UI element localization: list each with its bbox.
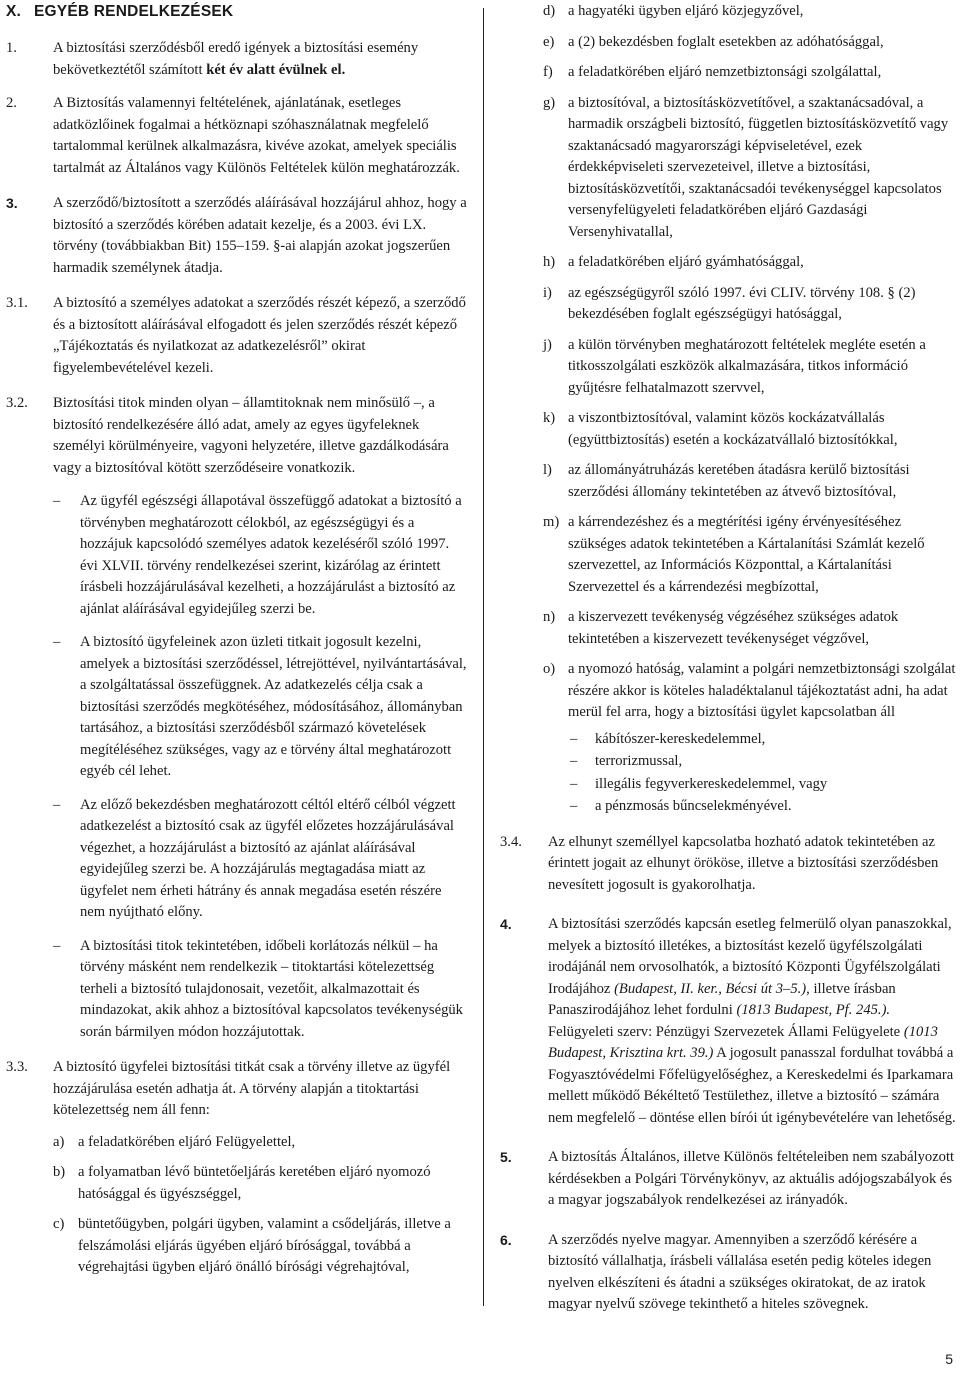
paragraph-text: Felügyeleti szerv: Pénzügyi Szervezetek Állami Felügyelete [548, 1023, 901, 1040]
list-item-letter: g) [543, 94, 556, 111]
paragraph-text: A biztosító ügyfelei biztosítási titkát csak a törvény illetve az ügyfél hozzájárulása esetén adhatja át. A törvény alapján a titoktartási kötelezettség nem áll fenn: [53, 1059, 451, 1118]
sub-list-item-text: illegális fegyverkereskedelemmel, vagy [595, 775, 828, 792]
list-item-text: a folyamatban lévő büntetőeljárás keretében eljáró nyomozó hatósággal és ügyészséggel, [78, 1164, 431, 1202]
paragraph-text: A biztosítás Általános, illetve Különös feltételeiben nem szabályozott kérdésekben a Polgári Törvénykönyv, az aktuális adójogszabályok és a magyar jogszabályok rendelkezései az irányadók. [548, 1149, 955, 1208]
sub-list-item [568, 796, 956, 818]
list-item-letter: k) [543, 410, 556, 426]
paragraph-2 [6, 93, 468, 179]
dash-item [53, 632, 468, 783]
list-item-letter: b) [53, 1164, 66, 1180]
dash-bullet: – [53, 634, 61, 650]
list-item-text: a nyomozó hatóság, valamint a polgári nemzetbiztonsági szolgálat részére akkor is köteles haladéktalanul tájékoztatást adni, ha adat merül fel arra, hogy a biztosítási ügylet kapcsolatban áll [568, 661, 956, 720]
paragraph-number: 3.2. [6, 395, 28, 411]
dash-bullet: – [53, 493, 61, 509]
paragraph-5 [500, 1147, 956, 1212]
paragraph-text: A szerződés nyelve magyar. Amennyiben a szerződő kérésére a biztosító vállalhatja, írásbeli vállalása esetén pedig köteles idegen nyelven elkészíteni és átadni a szükséges okiratokat, de az iratok magyar nyelvű szövege tekinthető a hiteles szövegnek. [548, 1231, 932, 1312]
list-item-letter: e) [543, 33, 555, 50]
paragraph-text: Az elhunyt személlyel kapcsolatba hozható adatok tekintetében az érintett jogait az elhunyt örököse, illetve a biztosítási szerződésben nevesített jogosult is gyakorolhatja. [548, 833, 939, 893]
list-item-text: a külön törvényben meghatározott feltételek megléte esetén a titkosszolgálati eszközök alkalmazására, titkos információ gyűjtésre felhatalmazott szervvel, [568, 336, 926, 396]
list-item-text: a (2) bekezdésben foglalt esetekben az adóhatósággal, [568, 33, 884, 50]
paragraph-number: 3.4. [500, 833, 522, 850]
dash-item [53, 491, 468, 620]
list-item [53, 1132, 468, 1154]
paragraph-number: 1. [6, 40, 17, 56]
paragraph-number: 4. [500, 916, 512, 932]
list-item [543, 659, 956, 818]
address-italic: (Budapest, II. ker., Bécsi út 3–5.), [614, 980, 810, 997]
paragraph-text: illetve írásban Panaszirodájához lehet fordulni [548, 980, 896, 1018]
list-item [543, 283, 956, 326]
sub-list [568, 729, 956, 818]
list-item-text: a viszontbiztosítóval, valamint közös kockázatvállalás (együttbiztosítás) esetén a kockázatvállaló biztosítókkal, [568, 410, 898, 448]
list-item [543, 62, 956, 84]
paragraph-number: 3. [6, 195, 18, 211]
list-item-text: a feladatkörében eljáró gyámhatósággal, [568, 254, 804, 270]
dash-bullet: – [53, 937, 61, 954]
list-item [543, 512, 956, 598]
paragraph-text: A szerződő/biztosított a szerződés aláírásával hozzájárul ahhoz, hogy a biztosító a szerződés körében adatait kezelje, és a 2003. évi LX. törvény (továbbiakban Bit) 155–159. §-ai alapján azokat jogszerűen harmadik személynek átadja. [53, 195, 467, 276]
paragraph-3-4 [500, 832, 956, 897]
paragraph-text: A biztosítási szerződés kapcsán esetleg felmerülő olyan panaszokkal, melyek a biztosító illetékes, a biztosítást kezelő ügyfélszolgálati irodájánál nem orvosolhatók, a biztosító Központi Ügyfélszolgálati Irodájához [548, 916, 952, 997]
list-item-letter: l) [543, 462, 552, 478]
section-heading [6, 2, 468, 22]
address-italic: (1813 Budapest, Pf. 245.). [736, 1002, 891, 1018]
dash-item [53, 795, 468, 924]
paragraph-number: 5. [500, 1149, 512, 1165]
list-item-text: a feladatkörében eljáró Felügyelettel, [78, 1133, 296, 1150]
list-item-text: a kárrendezéshez és a megtérítési igény érvényesítéséhez szükséges adatok tekintetében a Kártalanítási Számlát kezelő szervezettel, az Információs Központtal, a Kártalanítási Szervezettel és a kárrendezési megbízottal, [568, 514, 925, 595]
list-item-text: a feladatkörében eljáró nemzetbiztonsági szolgálattal, [568, 64, 882, 80]
paragraph-4 [500, 914, 956, 1129]
sub-list-item [568, 751, 956, 773]
list-item [543, 93, 956, 244]
sub-list-item-text: a pénzmosás bűncselekményével. [595, 798, 792, 814]
dash-bullet: – [570, 798, 578, 814]
list-item-letter: f) [543, 64, 553, 80]
list-item [543, 1, 956, 23]
list-item [543, 408, 956, 451]
dash-item [53, 936, 468, 1044]
list-item-letter: m) [543, 514, 560, 530]
dash-item-text: A biztosító ügyfeleinek azon üzleti titkait jogosult kezelni, amelyek a biztosítási szerződéssel, létrejöttével, nyilvántartásával, a szolgáltatással összefüggnek. Az adatkezelés célja csak a biztosítási szerződés megkötéséhez, módosításához, állományban tartásához, a biztosítási szerződésből származó követelések megítéléséhez szükséges, vagy az e törvény által meghatározott egyéb cél lehet. [80, 634, 467, 779]
paragraph-text: Biztosítási titok minden olyan – államtitoknak nem minősülő –, a biztosító rendelkezésére álló adat, amely az egyes ügyfeleknek személyi körülményeire, vagyoni helyzetére, illetve gazdálkodására vagy a biztosítóval kötött szerződéseire vonatkozik. [53, 395, 449, 476]
list-item [543, 335, 956, 400]
sub-list-item-text: kábítószer-kereskedelemmel, [595, 730, 766, 747]
list-item-letter: a) [53, 1133, 65, 1150]
paragraph-3-3 [6, 1057, 468, 1279]
dash-item-text: A biztosítási titok tekintetében, időbeli korlátozás nélkül – ha törvény másként nem rendelkezik – titoktartási kötelezettség terheli a biztosító tulajdonosait, vezetőit, alkalmazottait és mindazokat, akik ahhoz a biztosítóval kapcsolatos tevékenységük során bármilyen módon hozzájutottak. [80, 937, 463, 1040]
right-column [500, 1, 956, 1328]
list-item-letter: n) [543, 609, 556, 625]
paragraph-text: A biztosítási szerződésből eredő igények a biztosítási esemény bekövetkeztétől számított [53, 40, 419, 78]
dash-item-text: Az előző bekezdésben meghatározott céltól eltérő célból végzett adatkezelést a biztosító csak az ügyfél előzetes hozzájárulásával végezhet, a hozzájárulást a biztosító az ajánlat aláírásával egyidejűleg szerzi be. A hozzájárulás megtagadása miatt az ügyfelet nem érheti hátrány és annak megadása esetén részére nem nyújtható előny. [80, 796, 456, 920]
paragraph-text: A jogosult panasszal fordulhat továbbá a Fogyasztóvédelmi Főfelügyelőséghez, a Kereskedelmi és Iparkamara mellett működő Békéltető Testülethez, illetve a biztosító – számára nem megfelelő – döntése ellen bírói út igénybevételére van lehetőség. [548, 1045, 956, 1126]
sub-list-item [568, 729, 956, 751]
list-item-text: a kiszervezett tevékenység végzéséhez szükséges adatok tekintetében a kiszervezett tevékenységet végzővel, [568, 609, 899, 647]
paragraph-text: A Biztosítás valamennyi feltételének, ajánlatának, esetleges adatközlőinek fogalmai a hétköznapi szóhasználatnak megfelelő tartalommal kerülnek alkalmazásra, kivéve azokat, amelyek speciális tartalmát az Általános vagy Különös Feltételek külön meghatározzák. [53, 95, 460, 176]
paragraph-3 [6, 193, 468, 279]
list-item-text: az állományátruházás keretében átadásra kerülő biztosítási szerződési állomány tekintetében az átvevő biztosítóval, [568, 462, 910, 500]
address-italic: (1013 Budapest, Krisztina krt. 39.) [548, 1023, 938, 1061]
paragraph-1 [6, 38, 468, 81]
dash-bullet: – [570, 753, 578, 769]
paragraph-number: 3.1. [6, 295, 28, 311]
list-item-text: büntetőügyben, polgári ügyben, valamint a csődeljárás, illetve a felszámolási eljárás ügyében eljáró bírósággal, továbbá a végrehajtási ügyben eljáró önálló bírósági végrehajtóval, [78, 1216, 451, 1275]
paragraph-emphasis: két év alatt évülnek el. [206, 61, 346, 78]
sub-list-item-text: terrorizmussal, [595, 753, 683, 769]
page-number: 5 [945, 1351, 953, 1367]
paragraph-3-2 [6, 393, 468, 1043]
left-column [6, 0, 468, 1291]
list-item [53, 1162, 468, 1205]
list-item-letter: o) [543, 661, 556, 677]
list-item-letter: i) [543, 284, 552, 301]
paragraph-number: 6. [500, 1231, 512, 1248]
column-divider [483, 8, 484, 1306]
list-item [543, 460, 956, 503]
list-item-text: a biztosítóval, a biztosításközvetítővel, a szaktanácsadóval, a harmadik országbeli biztosító, független biztosításközvetítő vagy szaktanácsadó magyarországi képviseletével, ezek érdekképviseleti szervezeteivel, illetve a biztosítási, biztosításközvetítői, szaktanácsadói tevékenységgel kapcsolatos versenyfelügyeleti feladatkörében eljáró Gazdasági Versenyhivatallal, [568, 94, 949, 240]
paragraph-3-1 [6, 293, 468, 379]
list-item-letter: c) [53, 1216, 65, 1232]
list-item [53, 1214, 468, 1279]
section-number: X. [6, 3, 22, 20]
dash-bullet: – [570, 730, 578, 747]
list-item-letter: j) [543, 336, 552, 353]
list-item [543, 252, 956, 274]
sub-list-item [568, 774, 956, 796]
section-title: EGYÉB RENDELKEZÉSEK [34, 3, 234, 20]
list-item-letter: d) [543, 3, 556, 19]
paragraph-text: A biztosító a személyes adatokat a szerződés részét képező, a szerződő és a biztosított aláírásával elfogadott és jelen szerződés részét képező „Tájékoztatás és nyilatkozat az adatkezelésről” okirat figyelembevételével kezeli. [53, 295, 466, 376]
list-item [543, 32, 956, 54]
dash-item-text: Az ügyfél egészségi állapotával összefüggő adatokat a biztosító a törvényben meghatározott célokból, az egészségügyi és a hozzájuk kapcsolódó személyes adatok kezeléséről szóló 1997. évi XLVII. törvény rendelkezései szerint, kizárólag az érintett írásbeli hozzájárulásával kezelheti, a hozzájárulást a biztosító az ajánlat aláírásával egyidejűleg szerzi be. [80, 493, 462, 617]
list-item [543, 607, 956, 650]
paragraph-number: 2. [6, 95, 17, 111]
dash-bullet: – [53, 796, 61, 813]
list-continuation [500, 1, 956, 818]
list-item-letter: h) [543, 254, 556, 270]
list-item-text: a hagyatéki ügyben eljáró közjegyzővel, [568, 3, 804, 19]
dash-bullet: – [570, 775, 578, 792]
paragraph-6 [500, 1230, 956, 1316]
list-item-text: az egészségügyről szóló 1997. évi CLIV. törvény 108. § (2) bekezdésében foglalt egészségügyi hatósággal, [568, 284, 916, 322]
paragraph-number: 3.3. [6, 1059, 28, 1075]
